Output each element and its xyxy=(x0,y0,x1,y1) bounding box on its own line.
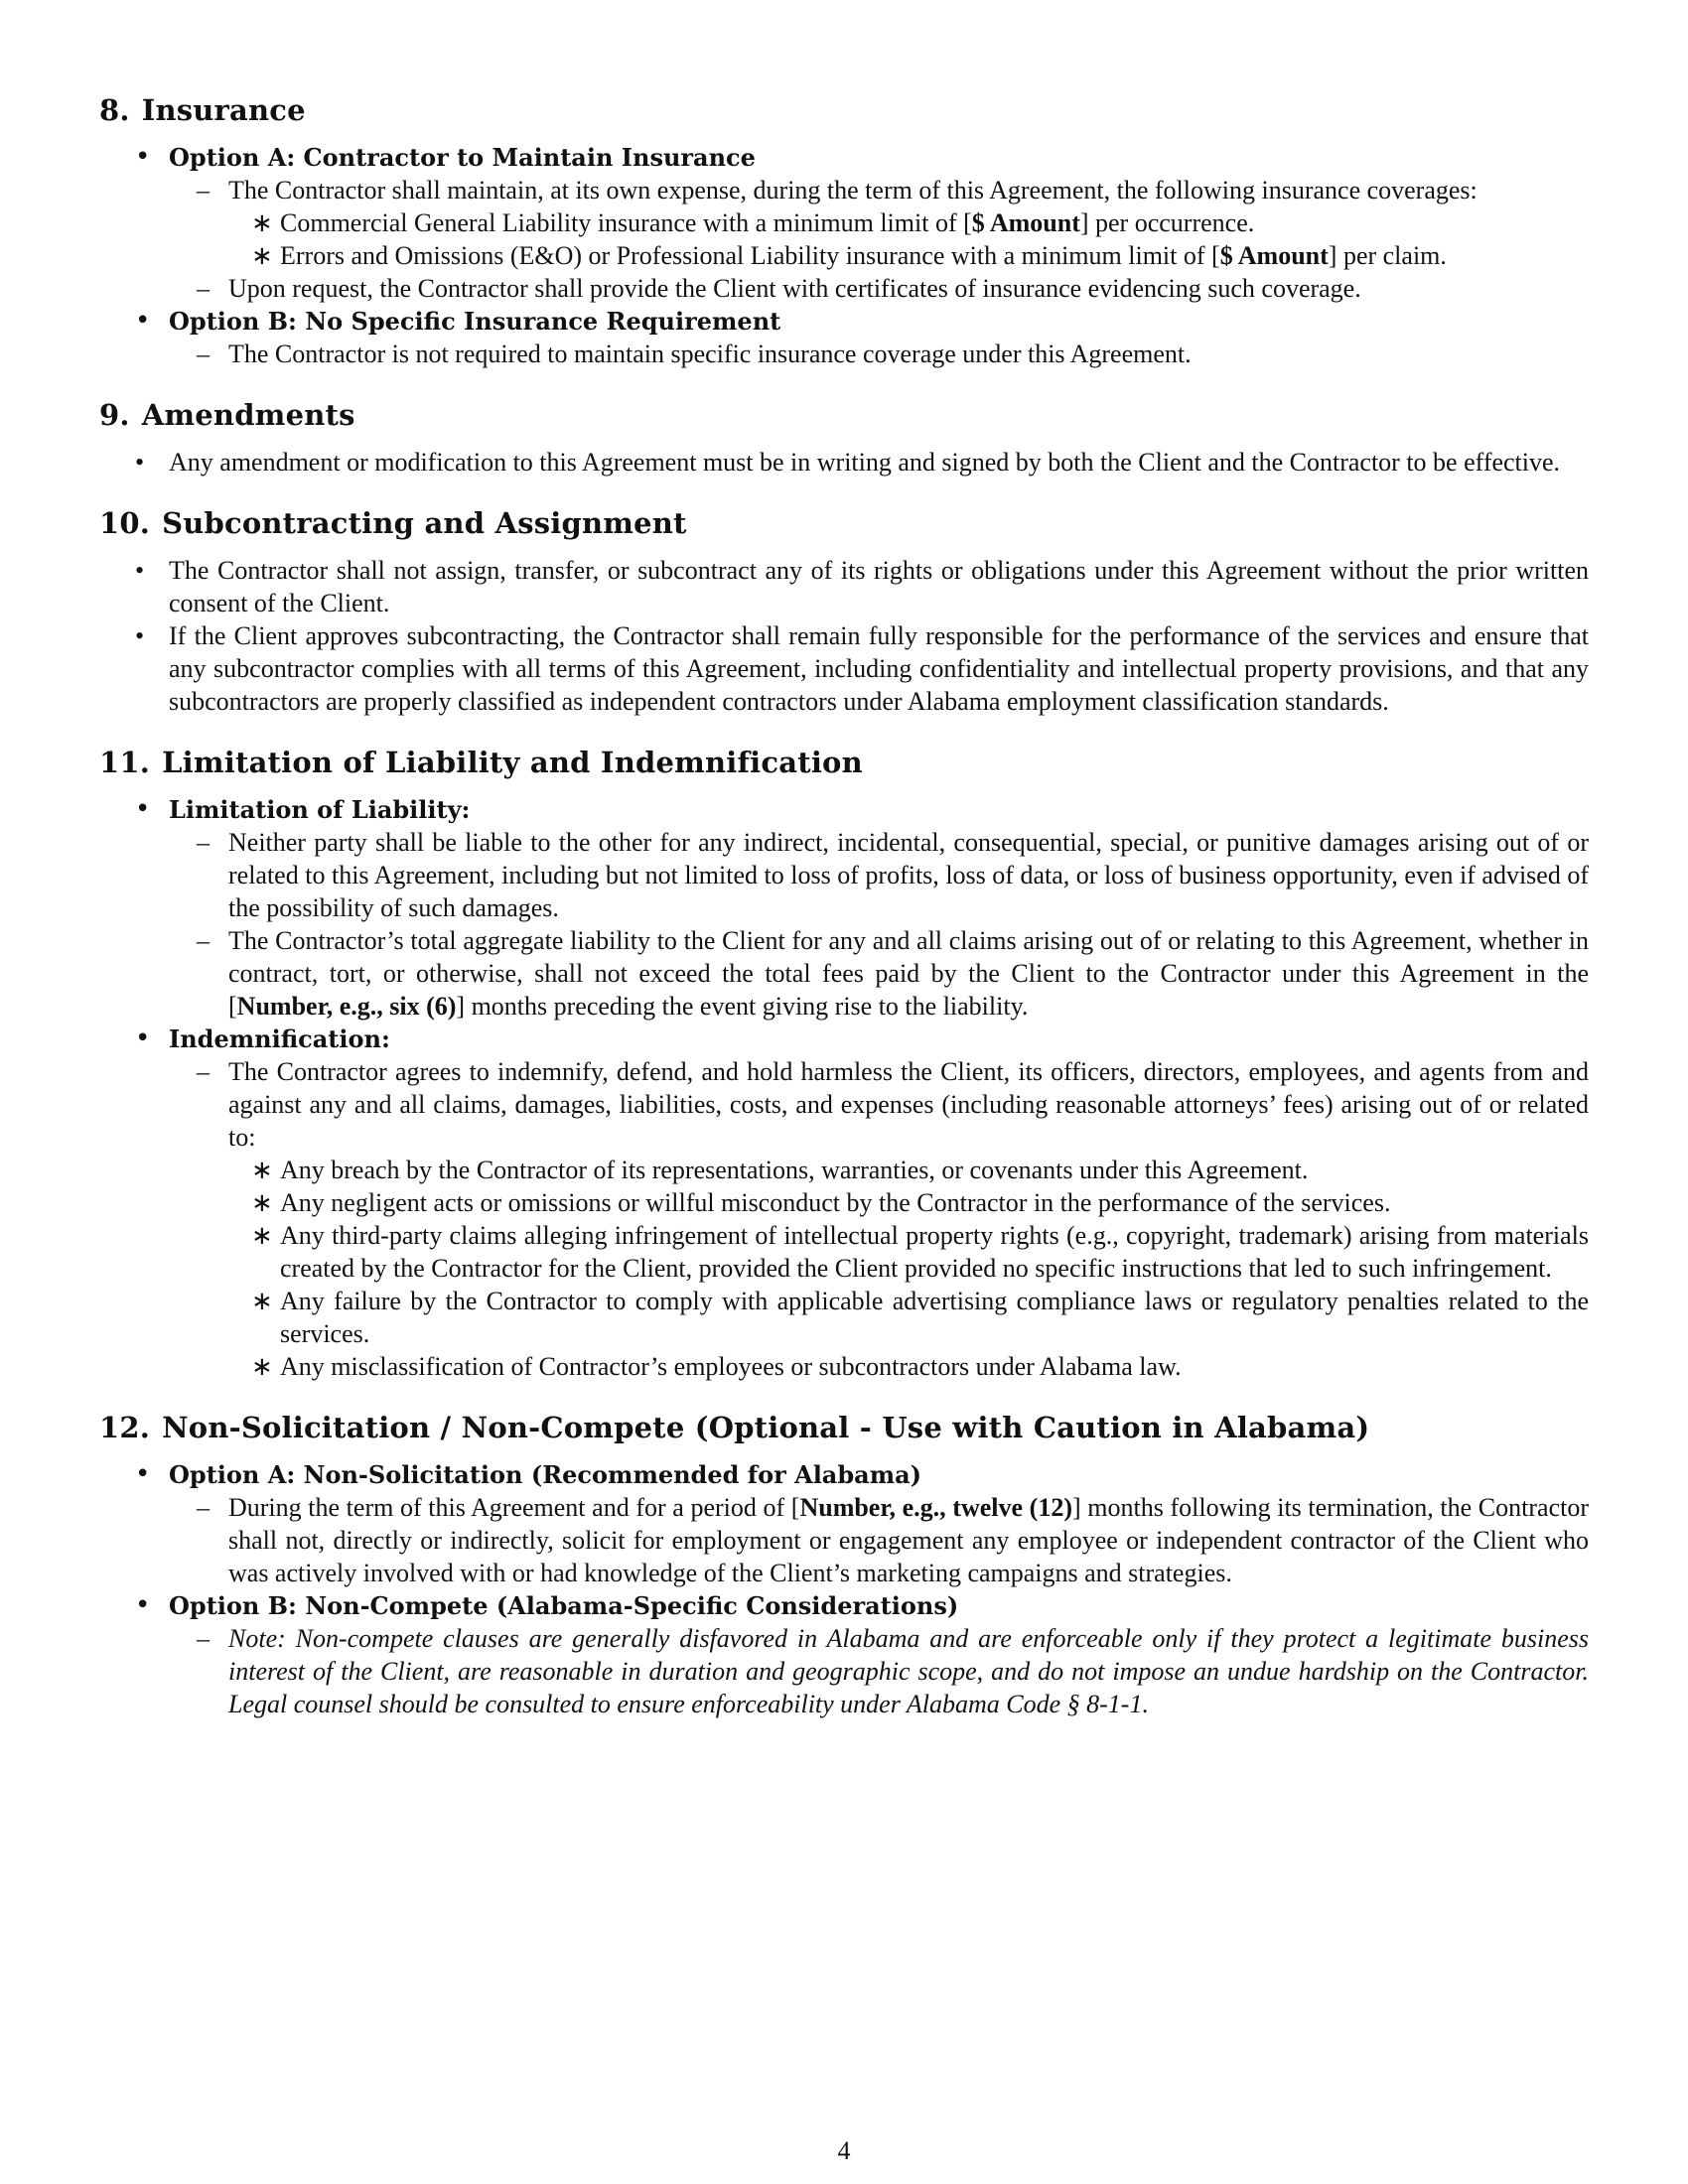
section-heading: 10. Subcontracting and Assignment xyxy=(99,506,687,540)
list-item: • The Contractor shall not assign, transfer, or subcontract any of its rights or obligations under this Agreement without the prior written consent of the Client. xyxy=(135,556,1589,617)
asterisk-icon: ∗ xyxy=(251,1287,273,1315)
section-heading: 9. Amendments xyxy=(99,398,355,432)
dash-icon: – xyxy=(197,176,210,205)
list-item: • Indemnification: xyxy=(135,1024,390,1053)
list-item: ∗ Any negligent acts or omissions or willful misconduct by the Contractor in the performance of the services. xyxy=(251,1188,1391,1217)
list-item: – Upon request, the Contractor shall provide the Client with certificates of insurance evidencing such coverage. xyxy=(197,274,1361,303)
dash-icon: – xyxy=(197,1493,210,1522)
dash-icon: – xyxy=(197,1624,210,1653)
list-item: ∗ Errors and Omissions (E&O) or Professional Liability insurance with a minimum limit of [$ Amount] per claim. xyxy=(251,241,1447,270)
asterisk-icon: ∗ xyxy=(251,1156,273,1184)
dash-icon: – xyxy=(197,1057,210,1086)
list-item: – Neither party shall be liable to the other for any indirect, incidental, consequential, special, or punitive damages arising out of or related to this Agreement, including but not limited to loss of profits, loss of data, or loss of business opportunity, even if advised of the possibility of such damages. xyxy=(197,828,1589,922)
section-heading: 12. Non-Solicitation / Non-Compete (Optional - Use with Caution in Alabama) xyxy=(99,1411,1370,1444)
list-item: • Option B: No Specific Insurance Requirement xyxy=(135,306,781,336)
dash-icon: – xyxy=(197,274,210,303)
list-item: • Any amendment or modification to this Agreement must be in writing and signed by both the Client and the Contractor to be effective. xyxy=(135,448,1561,477)
bullet-icon: • xyxy=(135,1590,151,1620)
list-item: • Limitation of Liability: xyxy=(135,794,471,824)
list-item: • Option A: Contractor to Maintain Insurance xyxy=(135,142,756,172)
section-subcontracting xyxy=(99,504,1589,718)
section-heading: 8. Insurance xyxy=(99,93,306,127)
list-item: ∗ Any failure by the Contractor to comply with applicable advertising compliance laws or regulatory penalties related to the services. xyxy=(251,1287,1589,1348)
list-item: – The Contractor’s total aggregate liability to the Client for any and all claims arising out of or relating to this Agreement, whether in contract, tort, or otherwise, shall not exceed the total fees paid by the Client to the Contractor under this Agreement in the [Number, e.g., six (6)] months preceding the event giving rise to the liability. xyxy=(197,926,1589,1021)
section-heading: 11. Limitation of Liability and Indemnification xyxy=(99,746,863,779)
dash-icon: – xyxy=(197,926,210,955)
list-item: – During the term of this Agreement and for a period of [Number, e.g., twelve (12)] months following its termination, the Contractor shall not, directly or indirectly, solicit for employment or engagement any employee or independent contractor of the Client who was actively involved with or had knowledge of the Client’s marketing campaigns and strategies. xyxy=(197,1493,1589,1587)
list-item: • If the Client approves subcontracting, the Contractor shall remain fully responsible for the performance of the services and ensure that any subcontractor complies with all terms of this Agreement, including confidentiality and intellectual property provisions, and that any subcontractors are properly classified as independent contractors under Alabama employment classification standards. xyxy=(135,621,1589,716)
section-amendments xyxy=(99,396,1589,478)
asterisk-icon: ∗ xyxy=(251,1352,273,1381)
asterisk-icon: ∗ xyxy=(251,241,273,270)
list-item: • Option B: Non-Compete (Alabama-Specific Considerations) xyxy=(135,1590,959,1620)
list-item: – The Contractor agrees to indemnify, defend, and hold harmless the Client, its officers, directors, employees, and agents from and against any and all claims, damages, liabilities, costs, and expenses (including reasonable attorneys’ fees) arising out of or related to: xyxy=(197,1057,1589,1152)
bullet-icon: • xyxy=(135,306,151,336)
list-item: – Note: Non-compete clauses are generally disfavored in Alabama and are enforceable only if they protect a legitimate business interest of the Client, are reasonable in duration and geographic scope, and do not impose an undue hardship on the Contractor. Legal counsel should be consulted to ensure enforceability under Alabama Code § 8-1-1. xyxy=(197,1624,1589,1718)
section-liability xyxy=(99,744,1589,1383)
page-number: 4 xyxy=(837,2136,851,2165)
bullet-icon: • xyxy=(135,448,145,477)
bullet-icon: • xyxy=(135,1459,151,1489)
asterisk-icon: ∗ xyxy=(251,208,273,237)
list-item: – The Contractor is not required to maintain specific insurance coverage under this Agreement. xyxy=(197,340,1192,368)
section-insurance xyxy=(99,91,1589,370)
asterisk-icon: ∗ xyxy=(251,1188,273,1217)
bullet-icon: • xyxy=(135,621,145,650)
list-item: ∗ Any misclassification of Contractor’s employees or subcontractors under Alabama law. xyxy=(251,1352,1182,1381)
bullet-icon: • xyxy=(135,142,151,172)
list-item: • Option A: Non-Solicitation (Recommended for Alabama) xyxy=(135,1459,921,1489)
bullet-icon: • xyxy=(135,1024,151,1053)
dash-icon: – xyxy=(197,340,210,368)
section-non-solicitation xyxy=(99,1409,1589,1720)
list-item: ∗ Any third-party claims alleging infringement of intellectual property rights (e.g., copyright, trademark) arising from materials created by the Contractor for the Client, provided the Client provided no specific instructions that led to such infringement. xyxy=(251,1221,1589,1283)
dash-icon: – xyxy=(197,828,210,857)
bullet-icon: • xyxy=(135,794,151,824)
list-item: ∗ Any breach by the Contractor of its representations, warranties, or covenants under this Agreement. xyxy=(251,1156,1309,1184)
list-item: – The Contractor shall maintain, at its own expense, during the term of this Agreement, the following insurance coverages: xyxy=(197,176,1477,205)
bullet-icon: • xyxy=(135,556,145,585)
asterisk-icon: ∗ xyxy=(251,1221,273,1250)
list-item: ∗ Commercial General Liability insurance with a minimum limit of [$ Amount] per occurrence. xyxy=(251,208,1255,237)
document-page xyxy=(99,91,1589,1746)
